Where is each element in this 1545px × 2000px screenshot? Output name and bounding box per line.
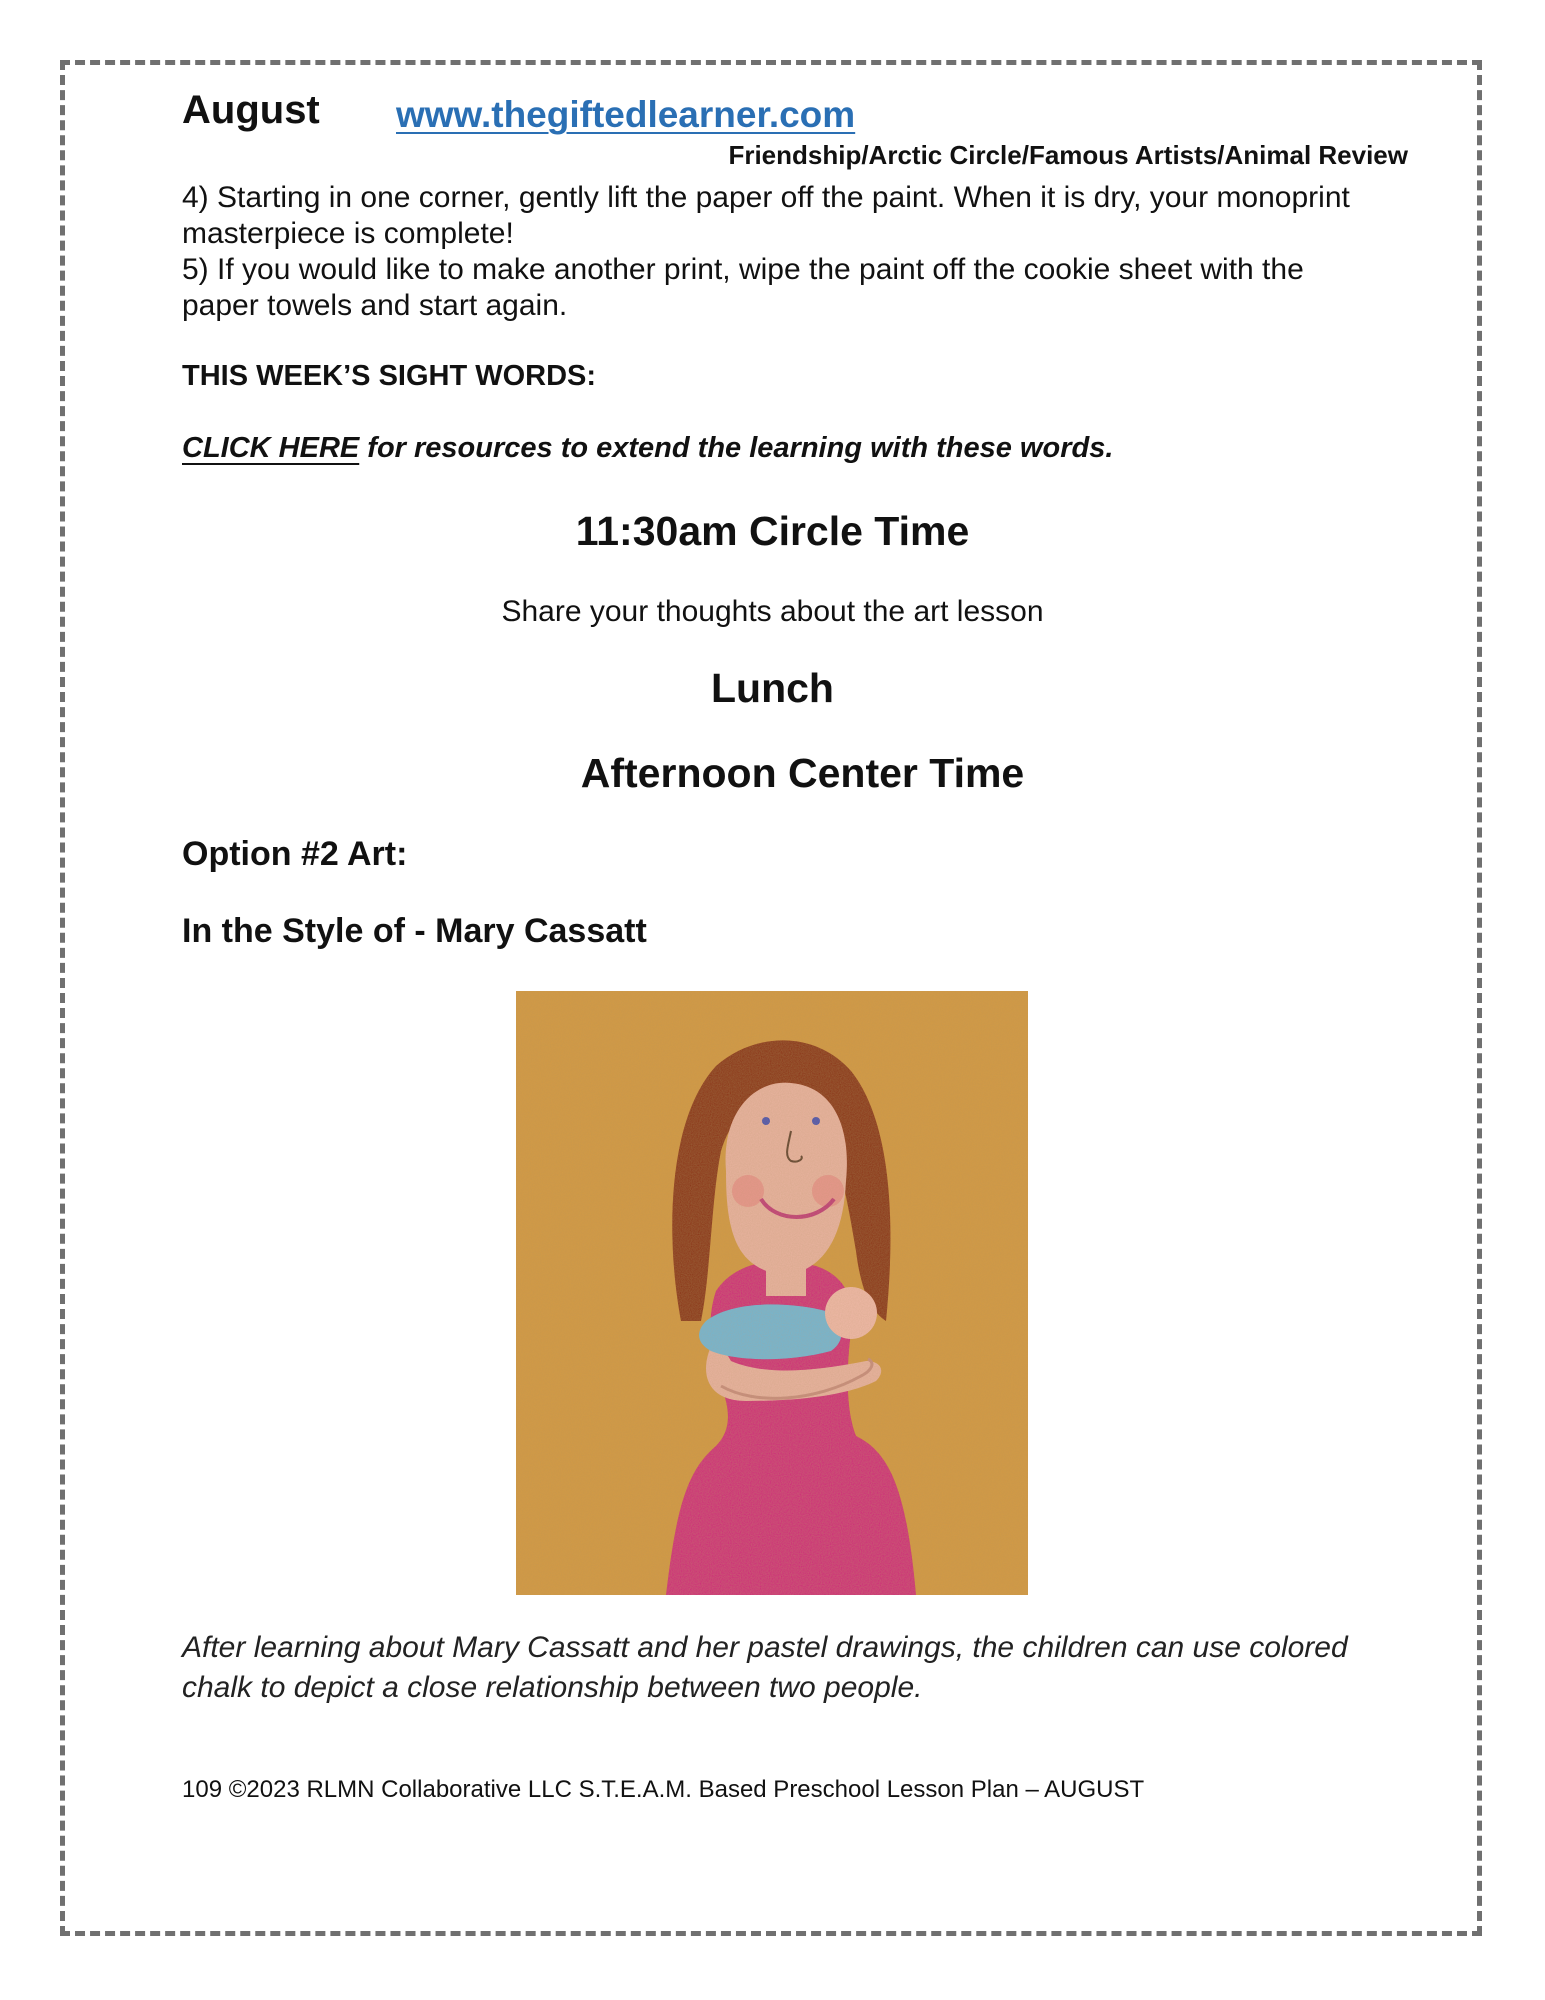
- page-footer: 109 ©2023 RLMN Collaborative LLC S.T.E.A.M. Based Preschool Lesson Plan – AUGUST: [182, 1776, 1145, 1803]
- sight-words-heading: THIS WEEK’S SIGHT WORDS:: [182, 360, 597, 392]
- artwork-caption: After learning about Mary Cassatt and her pastel drawings, the children can use colored chalk to depict a close relationship between two people.: [182, 1631, 1348, 1704]
- style-title: In the Style of - Mary Cassatt: [182, 912, 647, 950]
- month-label: August: [182, 88, 320, 132]
- lunch-heading: Lunch: [711, 665, 834, 711]
- themes-header: Friendship/Arctic Circle/Famous Artists/Animal Review: [728, 140, 1408, 170]
- afternoon-center-heading: Afternoon Center Time: [580, 750, 1025, 796]
- instruction-steps: [182, 180, 1372, 324]
- website-link[interactable]: www.thegiftedlearner.com: [396, 94, 856, 135]
- artwork-baby-head: [825, 1287, 877, 1339]
- step-5: 5) If you would like to make another print, wipe the paint off the cookie sheet with the paper towels and start again.: [182, 253, 1304, 322]
- artwork-eye-right: [812, 1117, 820, 1125]
- artwork-eye-left: [762, 1117, 770, 1125]
- circle-time-subtitle: Share your thoughts about the art lesson: [501, 595, 1044, 628]
- option-heading: Option #2 Art:: [182, 835, 408, 873]
- resources-text: for resources to extend the learning with these words.: [359, 432, 1114, 464]
- click-here-link[interactable]: CLICK HERE: [182, 432, 360, 464]
- artwork-cheek-right: [812, 1175, 844, 1207]
- circle-time-title: 11:30am Circle Time: [575, 508, 970, 554]
- pastel-artwork-image: [516, 991, 1028, 1595]
- step-4: 4) Starting in one corner, gently lift the paper off the paint. When it is dry, your monoprint masterpiece is complete!: [182, 181, 1350, 250]
- artwork-cheek-left: [732, 1175, 764, 1207]
- artwork-neck: [766, 1261, 806, 1296]
- resources-line: [182, 432, 1113, 465]
